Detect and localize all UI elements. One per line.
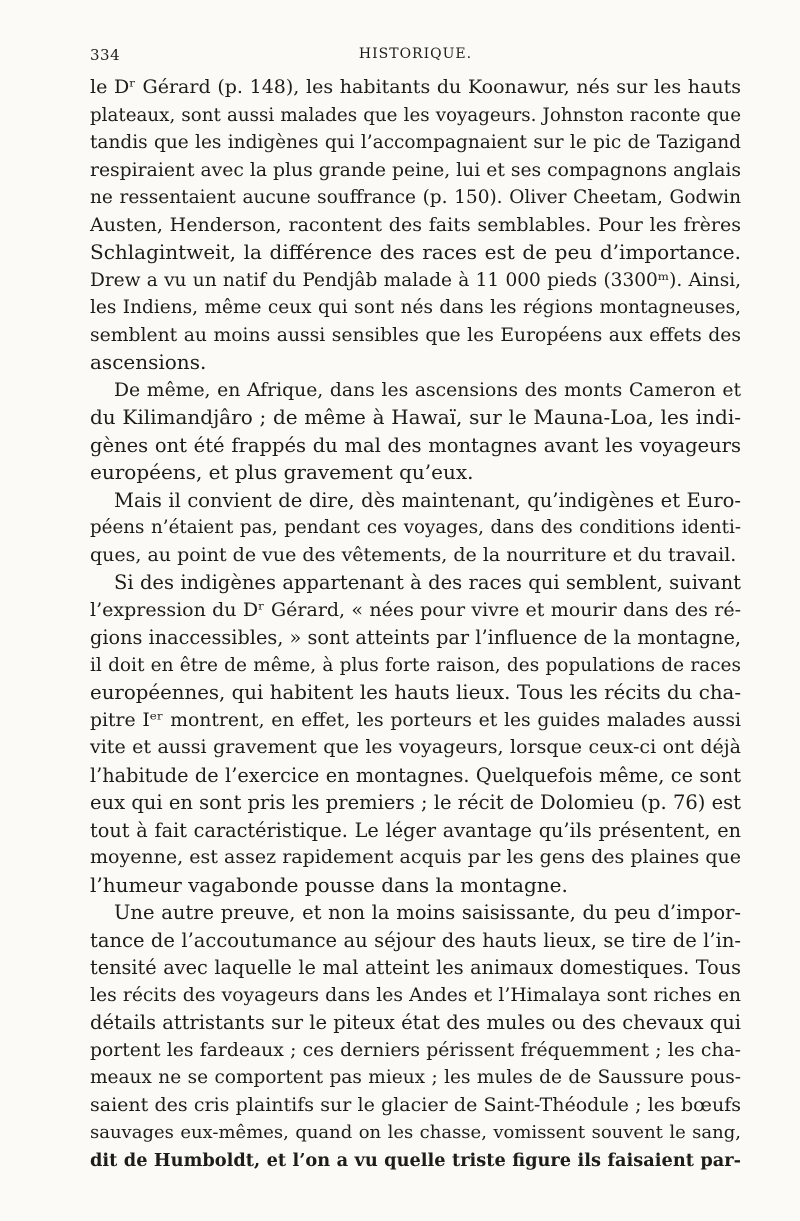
text-line: Schlagintweit, la différence des races est de peu d’importance. (90, 240, 741, 264)
text-line: saient des cris plaintifs sur le glacier de Saint-Théodule ; les bœufs (90, 1093, 741, 1116)
text-line: détails attristants sur le piteux état des mules ou des chevaux qui (90, 1011, 741, 1034)
text-line: tance de l’accoutumance au séjour des hauts lieux, se tire de l’in- (90, 928, 741, 952)
text-line: semblent au moins aussi sensibles que les Européens aux effets des (90, 324, 741, 346)
paragraph-start: Si des indigènes appartenant à des races qui semblent, suivant (114, 571, 741, 594)
text-line: l’expression du Dʳ Gérard, « nées pour vivre et mourir dans des ré- (90, 598, 741, 621)
text-line: tout à fait caractéristique. Le léger avantage qu’ils présentent, en (90, 818, 741, 842)
text-line: tensité avec laquelle le mal atteint les animaux domestiques. Tous (90, 956, 741, 979)
text-line: pitre Iᵉʳ montrent, en effet, les porteurs et les guides malades aussi (90, 709, 741, 731)
text-line: européens, et plus gravement qu’eux. (90, 460, 474, 484)
text-line: moyenne, est assez rapidement acquis par les gens des plaines que (90, 846, 741, 868)
text-line: sauvages eux-mêmes, quand on les chasse, vomissent souvent le sang, (90, 1122, 741, 1143)
text-line: Austen, Henderson, racontent des faits semblables. Pour les frères (90, 213, 741, 236)
text-line: ne ressentaient aucune souffrance (p. 150). Oliver Cheetam, Godwin (90, 187, 741, 208)
text-line: meaux ne se comportent pas mieux ; les mules de de Saussure pous- (90, 1067, 741, 1088)
paragraph-start: De même, en Afrique, dans les ascensions des monts Cameron et (114, 379, 741, 401)
text-line: péens n’étaient pas, pendant ces voyages, dans des conditions identi- (90, 517, 741, 538)
text-line: eux qui en sont pris les premiers ; le récit de Dolomieu (p. 76) est (90, 791, 741, 814)
text-line: dit de Humboldt, et l’on a vu quelle triste figure ils faisaient par- (90, 1149, 741, 1171)
text-line: l’humeur vagabonde pousse dans la montagne. (90, 872, 568, 897)
text-line: vite et aussi gravement que les voyageurs, lorsque ceux-ci ont déjà (90, 736, 741, 758)
text-line: portent les fardeaux ; ces derniers périssent fréquemment ; les cha- (90, 1039, 741, 1061)
paragraph-start: Une autre preuve, et non la moins saisissante, du peu d’impor- (114, 901, 741, 924)
text-line: plateaux, sont aussi malades que les voyageurs. Johnston raconte que (90, 104, 741, 126)
text-line: respiraient avec la plus grande peine, lui et ses compagnons anglais (90, 159, 741, 181)
text-line: du Kilimandjâro ; de même à Hawaï, sur le Mauna-Loa, les indi- (90, 405, 741, 429)
body-text (90, 74, 741, 1174)
page-number: 334 (90, 46, 121, 64)
paragraph-start: Mais il convient de dire, dès maintenant, qu’indigènes et Euro- (114, 488, 741, 512)
text-line: ques, au point de vue des vêtements, de la nourriture et du travail. (90, 543, 737, 566)
page-header (90, 46, 741, 70)
running-head: HISTORIQUE. (358, 46, 473, 62)
text-line: gions inaccessibles, » sont atteints par l’influence de la montagne, (90, 626, 741, 649)
text-line: le Dʳ Gérard (p. 148), les habitants du Koonawur, nés sur les hauts (90, 76, 741, 98)
text-line: les Indiens, même ceux qui sont nés dans les régions montagneuses, (90, 297, 741, 318)
text-line: ascensions. (90, 350, 207, 374)
text-line: l’habitude de l’exercice en montagnes. Quelquefois même, ce sont (90, 763, 741, 787)
text-line: il doit en être de même, à plus forte raison, des populations de races (90, 654, 741, 676)
text-line: Drew a vu un natif du Pendjâb malade à 11 000 pieds (3300ᵐ). Ainsi, (90, 269, 741, 291)
text-line: gènes ont été frappés du mal des montagnes avant les voyageurs (90, 433, 741, 457)
text-line: les récits des voyageurs dans les Andes et l’Himalaya sont riches en (90, 984, 741, 1006)
text-line: européennes, qui habitent les hauts lieux. Tous les récits du cha- (90, 681, 741, 704)
text-line: tandis que les indigènes qui l’accompagnaient sur le pic de Tazigand (90, 132, 741, 153)
